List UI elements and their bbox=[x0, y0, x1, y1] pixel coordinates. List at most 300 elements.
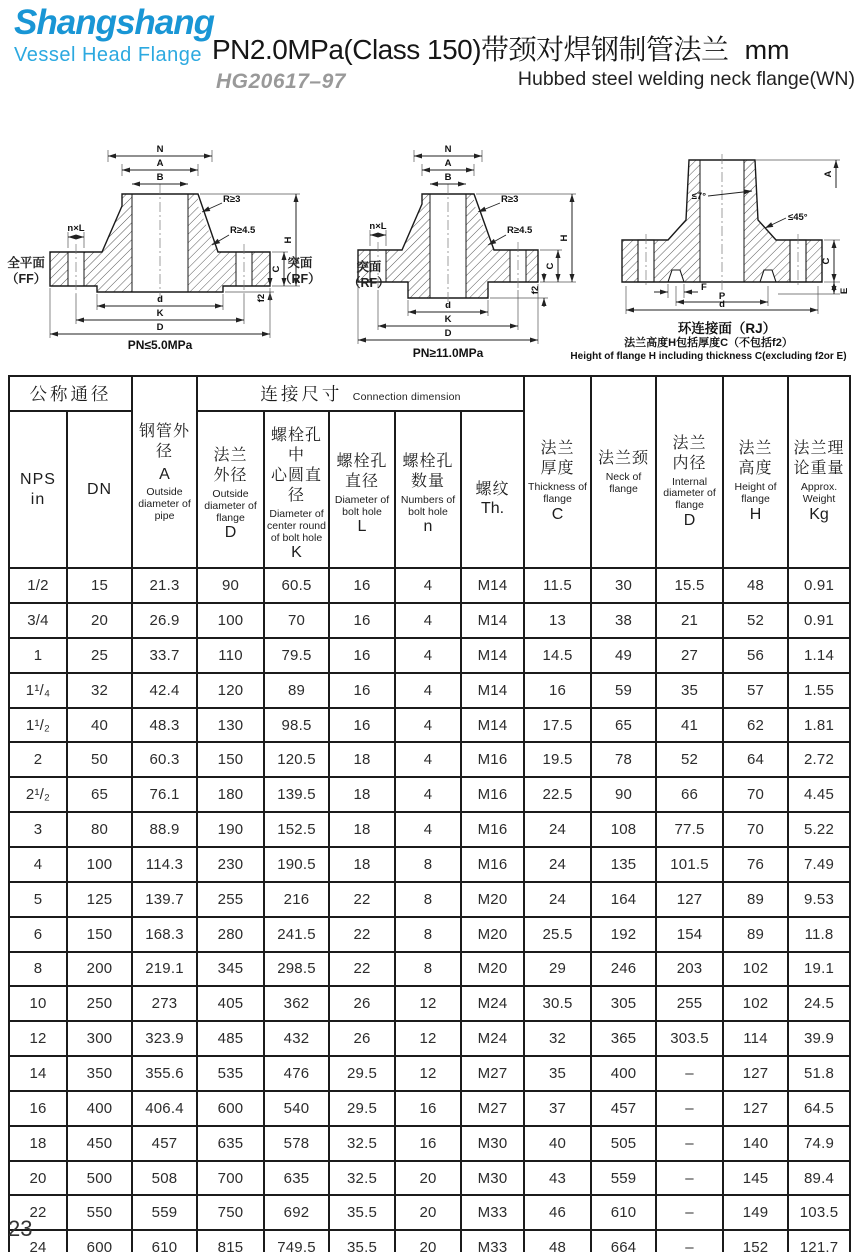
table-cell: M33 bbox=[461, 1195, 524, 1230]
table-cell: 559 bbox=[132, 1195, 197, 1230]
table-cell: 59 bbox=[591, 673, 656, 708]
table-cell: 22 bbox=[329, 917, 395, 952]
dim-label-n: N bbox=[156, 144, 164, 155]
table-cell: 51.8 bbox=[788, 1056, 850, 1091]
radius-label-bottom: R≥4.5 bbox=[507, 225, 533, 236]
col-group-connection-dimension bbox=[197, 376, 524, 411]
table-cell: 26 bbox=[329, 986, 395, 1021]
table-cell: 30 bbox=[591, 568, 656, 603]
dim-label-c: C bbox=[821, 257, 832, 265]
table-cell: 4 bbox=[395, 673, 461, 708]
col-header-flange-thickness bbox=[524, 376, 591, 568]
table-cell: 3/4 bbox=[9, 603, 67, 638]
col-group-nominal-diameter bbox=[9, 376, 132, 411]
table-cell: M14 bbox=[461, 568, 524, 603]
table-cell: 150 bbox=[197, 742, 264, 777]
table-cell: 300 bbox=[67, 1021, 132, 1056]
table-cell: 485 bbox=[197, 1021, 264, 1056]
table-cell: 74.9 bbox=[788, 1126, 850, 1161]
header-letter: C bbox=[551, 505, 564, 523]
header-letter: D bbox=[683, 511, 696, 529]
table-cell: 535 bbox=[197, 1056, 264, 1091]
brand-tagline: Vessel Head Flange bbox=[14, 43, 203, 66]
header-en: Diameter of center round of bolt hole bbox=[267, 508, 326, 544]
group-connection-label-cn: 连接尺寸 bbox=[260, 384, 343, 404]
header-letter: n bbox=[423, 518, 433, 536]
table-cell: 505 bbox=[591, 1126, 656, 1161]
header-en: Approx. Weight bbox=[800, 481, 838, 506]
table-cell: 1¹/₄ bbox=[9, 673, 67, 708]
table-cell: 18 bbox=[329, 847, 395, 882]
table-cell: 0.91 bbox=[788, 603, 850, 638]
table-cell: – bbox=[656, 1056, 723, 1091]
table-cell: 190 bbox=[197, 812, 264, 847]
face-label-rf-cn: 突面 bbox=[287, 256, 313, 270]
radius-label-top: R≥3 bbox=[223, 194, 241, 205]
table-cell: 2.72 bbox=[788, 742, 850, 777]
table-cell: 139.7 bbox=[132, 882, 197, 917]
table-cell: 355.6 bbox=[132, 1056, 197, 1091]
table-cell: 749.5 bbox=[264, 1230, 329, 1252]
table-cell: 32.5 bbox=[329, 1161, 395, 1196]
table-cell: 8 bbox=[395, 952, 461, 987]
table-cell: 323.9 bbox=[132, 1021, 197, 1056]
table-cell: 30.5 bbox=[524, 986, 591, 1021]
table-cell: 200 bbox=[67, 952, 132, 987]
table-cell: 49 bbox=[591, 638, 656, 673]
table-cell: 635 bbox=[264, 1161, 329, 1196]
table-cell: 406.4 bbox=[132, 1091, 197, 1126]
table-cell: 457 bbox=[132, 1126, 197, 1161]
table-cell: 230 bbox=[197, 847, 264, 882]
table-cell: 610 bbox=[591, 1195, 656, 1230]
table-cell: 16 bbox=[329, 638, 395, 673]
dim-label-a: A bbox=[156, 158, 164, 169]
table-cell: 600 bbox=[197, 1091, 264, 1126]
col-header-pipe-od bbox=[132, 376, 197, 568]
page-subtitle-en: Hubbed steel welding neck flange(WN) bbox=[517, 68, 855, 90]
table-row bbox=[9, 603, 850, 638]
table-cell: 18 bbox=[329, 777, 395, 812]
table-cell: 180 bbox=[197, 777, 264, 812]
table-cell: 18 bbox=[329, 742, 395, 777]
table-row bbox=[9, 708, 850, 743]
table-cell: 450 bbox=[67, 1126, 132, 1161]
dim-label-b: B bbox=[444, 172, 452, 183]
header-en: Height of flange bbox=[734, 481, 777, 506]
table-cell: 78 bbox=[591, 742, 656, 777]
table-cell: 48.3 bbox=[132, 708, 197, 743]
table-cell: 35 bbox=[524, 1056, 591, 1091]
table-cell: 35.5 bbox=[329, 1230, 395, 1252]
table-cell: 15 bbox=[67, 568, 132, 603]
table-cell: – bbox=[656, 1195, 723, 1230]
page-number: 23 bbox=[8, 1216, 33, 1241]
table-cell: 7.49 bbox=[788, 847, 850, 882]
table-cell: M24 bbox=[461, 986, 524, 1021]
table-row bbox=[9, 917, 850, 952]
col-header-dn bbox=[67, 411, 132, 568]
col-header-thread bbox=[461, 411, 524, 568]
table-cell: 64.5 bbox=[788, 1091, 850, 1126]
table-cell: 127 bbox=[656, 882, 723, 917]
table-cell: 400 bbox=[67, 1091, 132, 1126]
table-cell: M20 bbox=[461, 917, 524, 952]
table-cell: 303.5 bbox=[656, 1021, 723, 1056]
table-cell: 2 bbox=[9, 742, 67, 777]
table-cell: 241.5 bbox=[264, 917, 329, 952]
dim-label-f2: f2 bbox=[530, 285, 541, 295]
face-label-rf-fig2 bbox=[348, 260, 390, 291]
figure2-caption: PN≥11.0MPa bbox=[412, 346, 484, 360]
dim-label-d-outer: D bbox=[156, 322, 164, 333]
table-cell: 77.5 bbox=[656, 812, 723, 847]
table-row bbox=[9, 812, 850, 847]
face-label-rf-en: （RF） bbox=[279, 271, 321, 286]
table-cell: 16 bbox=[395, 1126, 461, 1161]
radius-label-top: R≥3 bbox=[501, 194, 519, 205]
table-cell: 1.81 bbox=[788, 708, 850, 743]
header-en: Diameter of bolt hole bbox=[334, 493, 390, 518]
table-cell: 203 bbox=[656, 952, 723, 987]
table-cell: 32 bbox=[67, 673, 132, 708]
table-cell: 550 bbox=[67, 1195, 132, 1230]
table-cell: 135 bbox=[591, 847, 656, 882]
table-row bbox=[9, 1126, 850, 1161]
table-cell: 89 bbox=[723, 882, 788, 917]
table-cell: 8 bbox=[9, 952, 67, 987]
table-cell: 24 bbox=[9, 1230, 67, 1252]
header-en: Neck of flange bbox=[605, 470, 642, 495]
table-cell: 8 bbox=[395, 847, 461, 882]
table-cell: 98.5 bbox=[264, 708, 329, 743]
col-header-bolt-circle bbox=[264, 411, 329, 568]
table-cell: 273 bbox=[132, 986, 197, 1021]
header-letter: K bbox=[291, 544, 302, 562]
table-cell: 40 bbox=[524, 1126, 591, 1161]
table-cell: 130 bbox=[197, 708, 264, 743]
col-header-bolt-hole-number bbox=[395, 411, 461, 568]
table-cell: 4.45 bbox=[788, 777, 850, 812]
table-cell: 52 bbox=[656, 742, 723, 777]
table-cell: 190.5 bbox=[264, 847, 329, 882]
table-cell: 48 bbox=[524, 1230, 591, 1252]
angle-label-hub: ≤7° bbox=[691, 191, 706, 202]
table-cell: M14 bbox=[461, 708, 524, 743]
table-cell: 16 bbox=[9, 1091, 67, 1126]
table-cell: 37 bbox=[524, 1091, 591, 1126]
table-cell: 20 bbox=[395, 1230, 461, 1252]
table-cell: 42.4 bbox=[132, 673, 197, 708]
table-cell: 4 bbox=[395, 603, 461, 638]
table-row bbox=[9, 986, 850, 1021]
table-cell: – bbox=[656, 1091, 723, 1126]
header-en: DN bbox=[86, 480, 113, 498]
table-cell: 79.5 bbox=[264, 638, 329, 673]
table-cell: 43 bbox=[524, 1161, 591, 1196]
table-cell: M16 bbox=[461, 777, 524, 812]
header-cn: 法兰 外径 bbox=[213, 447, 248, 484]
table-cell: 76.1 bbox=[132, 777, 197, 812]
header-en: Internal diameter of flange bbox=[663, 475, 716, 511]
table-cell: M33 bbox=[461, 1230, 524, 1252]
table-cell: 114 bbox=[723, 1021, 788, 1056]
table-cell: 664 bbox=[591, 1230, 656, 1252]
table-cell: 62 bbox=[723, 708, 788, 743]
page-title-unit: mm bbox=[744, 35, 790, 65]
table-cell: 60.5 bbox=[264, 568, 329, 603]
table-row bbox=[9, 1230, 850, 1252]
header-cn: 螺栓孔 直径 bbox=[336, 452, 388, 490]
table-cell: 27 bbox=[656, 638, 723, 673]
dim-label-b: B bbox=[156, 172, 164, 183]
table-cell: 20 bbox=[67, 603, 132, 638]
table-cell: 2¹/₂ bbox=[9, 777, 67, 812]
col-header-bolt-hole-diameter bbox=[329, 411, 395, 568]
table-cell: 152.5 bbox=[264, 812, 329, 847]
header-cn: 螺栓孔中 心圆直径 bbox=[270, 427, 322, 504]
table-cell: 750 bbox=[197, 1195, 264, 1230]
table-cell: 29.5 bbox=[329, 1091, 395, 1126]
table-cell: 56 bbox=[723, 638, 788, 673]
brand-name: Shangshang bbox=[14, 3, 215, 42]
table-cell: 127 bbox=[723, 1091, 788, 1126]
table-cell: 19.1 bbox=[788, 952, 850, 987]
table-cell: 20 bbox=[395, 1195, 461, 1230]
table-cell: 24 bbox=[524, 882, 591, 917]
table-cell: 100 bbox=[67, 847, 132, 882]
header-cn: 法兰 高度 bbox=[738, 440, 773, 478]
table-cell: 35.5 bbox=[329, 1195, 395, 1230]
table-cell: 114.3 bbox=[132, 847, 197, 882]
table-cell: 432 bbox=[264, 1021, 329, 1056]
table-cell: 24.5 bbox=[788, 986, 850, 1021]
table-cell: 150 bbox=[67, 917, 132, 952]
dim-label-h: H bbox=[559, 234, 570, 242]
table-cell: 345 bbox=[197, 952, 264, 987]
table-row bbox=[9, 882, 850, 917]
table-row bbox=[9, 1056, 850, 1091]
table-cell: 22.5 bbox=[524, 777, 591, 812]
header-cn: 法兰理 论重量 bbox=[793, 440, 845, 478]
standard-code: HG20617–97 bbox=[216, 70, 346, 93]
table-cell: 350 bbox=[67, 1056, 132, 1091]
table-cell: 18 bbox=[9, 1126, 67, 1161]
header-letter: Th. bbox=[480, 500, 505, 518]
table-cell: 8 bbox=[395, 917, 461, 952]
table-cell: 22 bbox=[329, 952, 395, 987]
table-cell: 152 bbox=[723, 1230, 788, 1252]
table-cell: 120 bbox=[197, 673, 264, 708]
col-header-neck-of-flange bbox=[591, 376, 656, 568]
table-cell: 250 bbox=[67, 986, 132, 1021]
table-cell: – bbox=[656, 1126, 723, 1161]
table-row bbox=[9, 847, 850, 882]
table-cell: 40 bbox=[67, 708, 132, 743]
table-row bbox=[9, 1195, 850, 1230]
table-cell: M16 bbox=[461, 812, 524, 847]
table-cell: 9.53 bbox=[788, 882, 850, 917]
table-cell: 16 bbox=[329, 673, 395, 708]
table-cell: 362 bbox=[264, 986, 329, 1021]
flange-outline bbox=[622, 154, 822, 292]
table-cell: 25.5 bbox=[524, 917, 591, 952]
table-cell: 29 bbox=[524, 952, 591, 987]
table-cell: 815 bbox=[197, 1230, 264, 1252]
dim-label-c: C bbox=[545, 262, 556, 270]
table-cell: M20 bbox=[461, 882, 524, 917]
table-cell: 600 bbox=[67, 1230, 132, 1252]
table-cell: 4 bbox=[395, 742, 461, 777]
table-cell: 500 bbox=[67, 1161, 132, 1196]
table-cell: 89.4 bbox=[788, 1161, 850, 1196]
table-row bbox=[9, 1021, 850, 1056]
table-row bbox=[9, 777, 850, 812]
table-cell: 16 bbox=[395, 1091, 461, 1126]
table-cell: 18 bbox=[329, 812, 395, 847]
dim-label-c: C bbox=[271, 265, 282, 273]
face-label-rf-en: （RF） bbox=[348, 275, 390, 290]
header-letter: Kg bbox=[809, 505, 829, 523]
dim-label-k: K bbox=[156, 308, 164, 319]
figure1-dimensions bbox=[50, 144, 300, 352]
table-cell: 168.3 bbox=[132, 917, 197, 952]
bolt-dim-label: n×L bbox=[369, 221, 387, 232]
figure3-dimensions bbox=[626, 160, 850, 314]
table-cell: 19.5 bbox=[524, 742, 591, 777]
table-cell: 90 bbox=[591, 777, 656, 812]
header-en: Outside diameter of pipe bbox=[138, 486, 191, 522]
table-cell: 65 bbox=[67, 777, 132, 812]
table-cell: M27 bbox=[461, 1091, 524, 1126]
dim-label-f2: f2 bbox=[256, 293, 267, 303]
dim-label-d-face: d bbox=[157, 294, 163, 305]
table-row bbox=[9, 952, 850, 987]
table-cell: 280 bbox=[197, 917, 264, 952]
dim-label-h: H bbox=[283, 236, 294, 244]
dim-label-e: E bbox=[839, 287, 850, 295]
face-label-ff-en: （FF） bbox=[6, 271, 47, 286]
table-cell: 50 bbox=[67, 742, 132, 777]
table-cell: 1 bbox=[9, 638, 67, 673]
table-cell: 102 bbox=[723, 986, 788, 1021]
table-cell: 405 bbox=[197, 986, 264, 1021]
header-cn: 螺栓孔 数量 bbox=[402, 452, 454, 490]
table-cell: 103.5 bbox=[788, 1195, 850, 1230]
header-cn: 螺纹 bbox=[475, 481, 510, 499]
table-cell: 700 bbox=[197, 1161, 264, 1196]
table-cell: 46 bbox=[524, 1195, 591, 1230]
table-cell: 38 bbox=[591, 603, 656, 638]
table-cell: 64 bbox=[723, 742, 788, 777]
table-cell: 70 bbox=[723, 777, 788, 812]
table-cell: 26 bbox=[329, 1021, 395, 1056]
table-cell: 101.5 bbox=[656, 847, 723, 882]
table-cell: 89 bbox=[723, 917, 788, 952]
dim-label-d-outer: D bbox=[444, 328, 452, 339]
table-cell: 635 bbox=[197, 1126, 264, 1161]
table-cell: 110 bbox=[197, 638, 264, 673]
table-cell: M14 bbox=[461, 638, 524, 673]
table-cell: 400 bbox=[591, 1056, 656, 1091]
table-cell: 12 bbox=[9, 1021, 67, 1056]
table-cell: 4 bbox=[395, 638, 461, 673]
col-header-approx-weight bbox=[788, 376, 850, 568]
table-row bbox=[9, 1161, 850, 1196]
table-cell: 139.5 bbox=[264, 777, 329, 812]
table-cell: 508 bbox=[132, 1161, 197, 1196]
table-cell: M24 bbox=[461, 1021, 524, 1056]
table-cell: 1¹/₂ bbox=[9, 708, 67, 743]
table-cell: 610 bbox=[132, 1230, 197, 1252]
header-cn: 法兰颈 bbox=[598, 449, 650, 467]
col-header-flange-od bbox=[197, 411, 264, 568]
table-cell: 65 bbox=[591, 708, 656, 743]
table-cell: 145 bbox=[723, 1161, 788, 1196]
spec-table-body bbox=[9, 568, 850, 1252]
table-cell: 164 bbox=[591, 882, 656, 917]
table-cell: 32.5 bbox=[329, 1126, 395, 1161]
table-cell: 11.8 bbox=[788, 917, 850, 952]
header-en: Thickness of flange bbox=[528, 481, 587, 506]
dim-label-n: N bbox=[444, 144, 452, 155]
table-cell: 149 bbox=[723, 1195, 788, 1230]
table-cell: 17.5 bbox=[524, 708, 591, 743]
group-connection-label-en: Connection dimension bbox=[352, 391, 461, 403]
table-cell: 52 bbox=[723, 603, 788, 638]
header-cn: 法兰 内径 bbox=[672, 434, 707, 472]
col-header-nps bbox=[9, 411, 67, 568]
table-cell: 298.5 bbox=[264, 952, 329, 987]
table-cell: 3 bbox=[9, 812, 67, 847]
table-cell: 540 bbox=[264, 1091, 329, 1126]
table-row bbox=[9, 568, 850, 603]
table-cell: 246 bbox=[591, 952, 656, 987]
table-cell: 13 bbox=[524, 603, 591, 638]
table-cell: M30 bbox=[461, 1126, 524, 1161]
table-cell: 305 bbox=[591, 986, 656, 1021]
header-en: Outside diameter of flange bbox=[204, 488, 257, 524]
table-cell: 12 bbox=[395, 986, 461, 1021]
table-cell: 120.5 bbox=[264, 742, 329, 777]
flange-spec-table bbox=[8, 375, 851, 1252]
table-cell: 365 bbox=[591, 1021, 656, 1056]
table-cell: 11.5 bbox=[524, 568, 591, 603]
table-cell: 102 bbox=[723, 952, 788, 987]
figure-flange-rf-low-pressure bbox=[2, 140, 302, 352]
figure-flange-ring-joint bbox=[602, 152, 852, 316]
table-cell: 216 bbox=[264, 882, 329, 917]
table-cell: 33.7 bbox=[132, 638, 197, 673]
figure-flange-rf-high-pressure bbox=[330, 140, 590, 365]
table-cell: 578 bbox=[264, 1126, 329, 1161]
figure1-caption: PN≤5.0MPa bbox=[127, 338, 193, 352]
table-cell: 70 bbox=[723, 812, 788, 847]
table-cell: 154 bbox=[656, 917, 723, 952]
table-cell: 4 bbox=[395, 812, 461, 847]
header-letter: A bbox=[159, 466, 170, 483]
table-cell: 12 bbox=[395, 1021, 461, 1056]
header-cn: 钢管外径 bbox=[138, 423, 190, 460]
table-cell: 5.22 bbox=[788, 812, 850, 847]
table-cell: M16 bbox=[461, 847, 524, 882]
dim-label-d-face: d bbox=[445, 300, 451, 311]
table-cell: 70 bbox=[264, 603, 329, 638]
table-cell: 22 bbox=[9, 1195, 67, 1230]
dim-label-a: A bbox=[444, 158, 452, 169]
table-cell: 14.5 bbox=[524, 638, 591, 673]
table-cell: 255 bbox=[656, 986, 723, 1021]
